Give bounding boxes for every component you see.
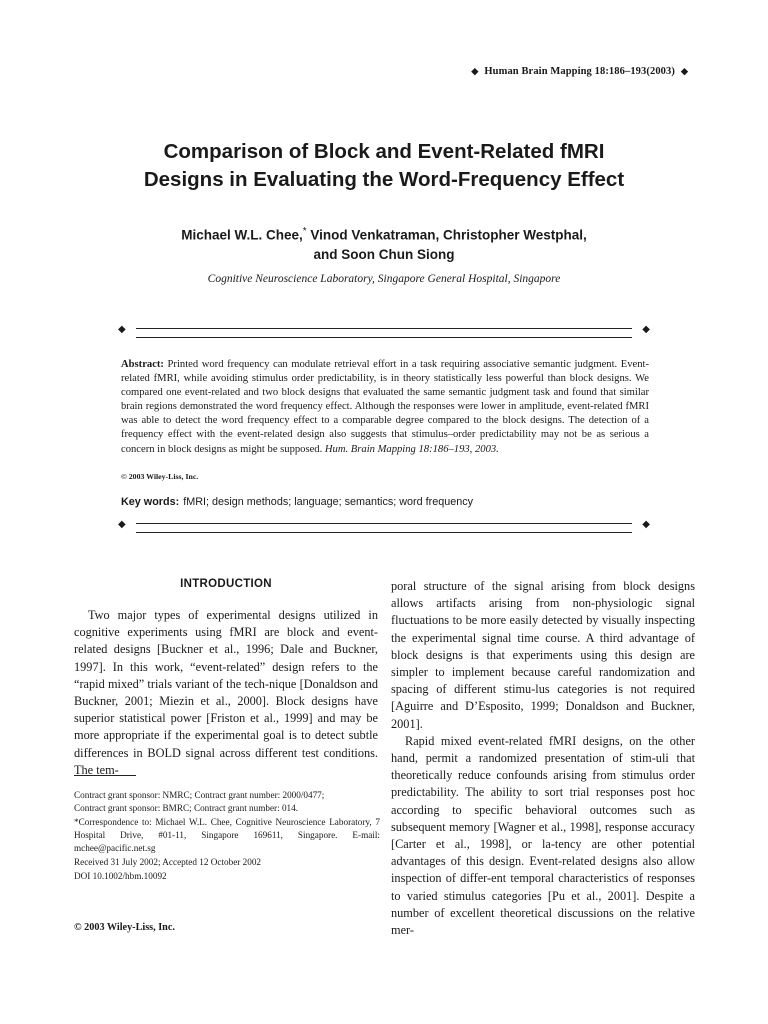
body-paragraph: poral structure of the signal arising from block designs allows artifacts arising from non-physiologic signal fluctuations to be more easily detected by visually inspecting the experimental signal time course. A third advantage of block designs is that experiments using this design are simpler to implement because careful randomization and spacing of different stimu-lus categories is not required [Aguirre and D’Esposito, 1999; Donaldson and Buckner, 2001]. <box>391 579 695 731</box>
page-copyright: © 2003 Wiley-Liss, Inc. <box>74 922 175 933</box>
keywords-label: Key words: <box>121 496 180 508</box>
abstract <box>121 358 649 457</box>
doi-note: DOI 10.1002/hbm.10092 <box>74 871 167 881</box>
keywords-text: fMRI; design methods; language; semantics; word frequency <box>183 496 474 508</box>
double-rule <box>136 523 632 533</box>
author-first: Michael W.L. Chee, <box>181 227 303 243</box>
received-note: Received 31 July 2002; Accepted 12 October 2002 <box>74 857 262 867</box>
correspondence-mark: * <box>302 226 307 237</box>
diamond-icon: ◆ <box>642 519 650 530</box>
paper-title <box>0 138 768 194</box>
footnotes <box>74 789 380 883</box>
author-line-2: and Soon Chun Siong <box>313 246 455 262</box>
author-line-1 <box>0 222 768 245</box>
grant-note: Contract grant sponsor: BMRC; Contract grant number: 014. <box>74 803 299 813</box>
grant-note: Contract grant sponsor: NMRC; Contract grant number: 2000/0477; <box>74 790 325 800</box>
double-rule <box>136 328 632 338</box>
left-column <box>74 607 378 779</box>
body-paragraph: Rapid mixed event-related fMRI designs, on the other hand, permit a randomized presentation of stim-uli that theoretically reduce confounds arising from stimulus order predictability. The ability to sort trial responses post hoc according to specific behavioral outcomes such as subsequent memory [Wagner et al., 1998], response accuracy [Carter et al., 1998], or la-tency are other potential advantages of this design. Event-related designs also allow inspection of differ-ent temporal characteristics of responses to varied stimulus categories [Pu et al., 2001]. Despite a number of excellent theoretical discussions on the relative mer- <box>391 733 695 938</box>
author-list <box>0 222 768 264</box>
correspondence-note: *Correspondence to: Michael W.L. Chee, Cognitive Neuroscience Laboratory, 7 Hospital Drive, #01-11, Singapore 169611, Singapore. E-mail: mchee@pacific.net.sg <box>74 817 380 853</box>
right-column <box>391 578 695 939</box>
journal-reference-text: Human Brain Mapping 18:186–193(2003) <box>484 66 675 77</box>
section-heading-introduction: INTRODUCTION <box>180 578 272 590</box>
bottom-divider <box>118 519 650 533</box>
abstract-label: Abstract: <box>121 359 164 370</box>
footnote-rule <box>74 775 136 776</box>
diamond-icon: ◆ <box>642 324 650 335</box>
diamond-icon: ◆ <box>471 66 479 76</box>
affiliation: Cognitive Neuroscience Laboratory, Singapore General Hospital, Singapore <box>207 273 561 285</box>
author-others: Vinod Venkatraman, Christopher Westphal, <box>306 227 587 243</box>
title-line-2: Designs in Evaluating the Word-Frequency Effect <box>143 168 625 191</box>
diamond-icon: ◆ <box>680 66 688 76</box>
title-line-1: Comparison of Block and Event-Related fMRI <box>163 140 605 163</box>
keywords <box>121 496 649 508</box>
diamond-icon: ◆ <box>118 324 126 335</box>
abstract-citation: Hum. Brain Mapping 18:186–193, 2003. <box>324 443 499 455</box>
abstract-copyright: © 2003 Wiley-Liss, Inc. <box>121 472 199 481</box>
top-divider <box>118 324 650 338</box>
journal-reference <box>465 66 694 77</box>
diamond-icon: ◆ <box>118 519 126 530</box>
abstract-text: Printed word frequency can modulate retrieval effort in a task requiring associative semantic judgment. Event-related fMRI, while avoiding stimulus order predictability, is in theory statistically less powerful than block designs. We compared one event-related and two block designs that evaluated the same semantic judgment task and found that similar brain regions demonstrated the word frequency effect. Although the responses were lower in amplitude, event-related fMRI was able to detect the word frequency effect to a comparable degree compared to the block designs. The detection of a frequency effect with the event-related design also suggests that stimulus–order predictability may not be as serious a concern in block designs as might be supposed. <box>121 359 649 455</box>
body-paragraph: Two major types of experimental designs utilized in cognitive experiments using fMRI are block and event-related designs [Buckner et al., 1996; Dale and Buckner, 1997]. In this work, “event-related” design refers to the “rapid mixed” trials variant of the tech-nique [Donaldson and Buckner, 2001; Miezin et al., 2000]. Block designs have superior statistical power [Friston et al., 1999] and may be more appropriate if the experimental goal is to detect subtle differences in BOLD signal across different test conditions. The tem- <box>74 608 378 777</box>
